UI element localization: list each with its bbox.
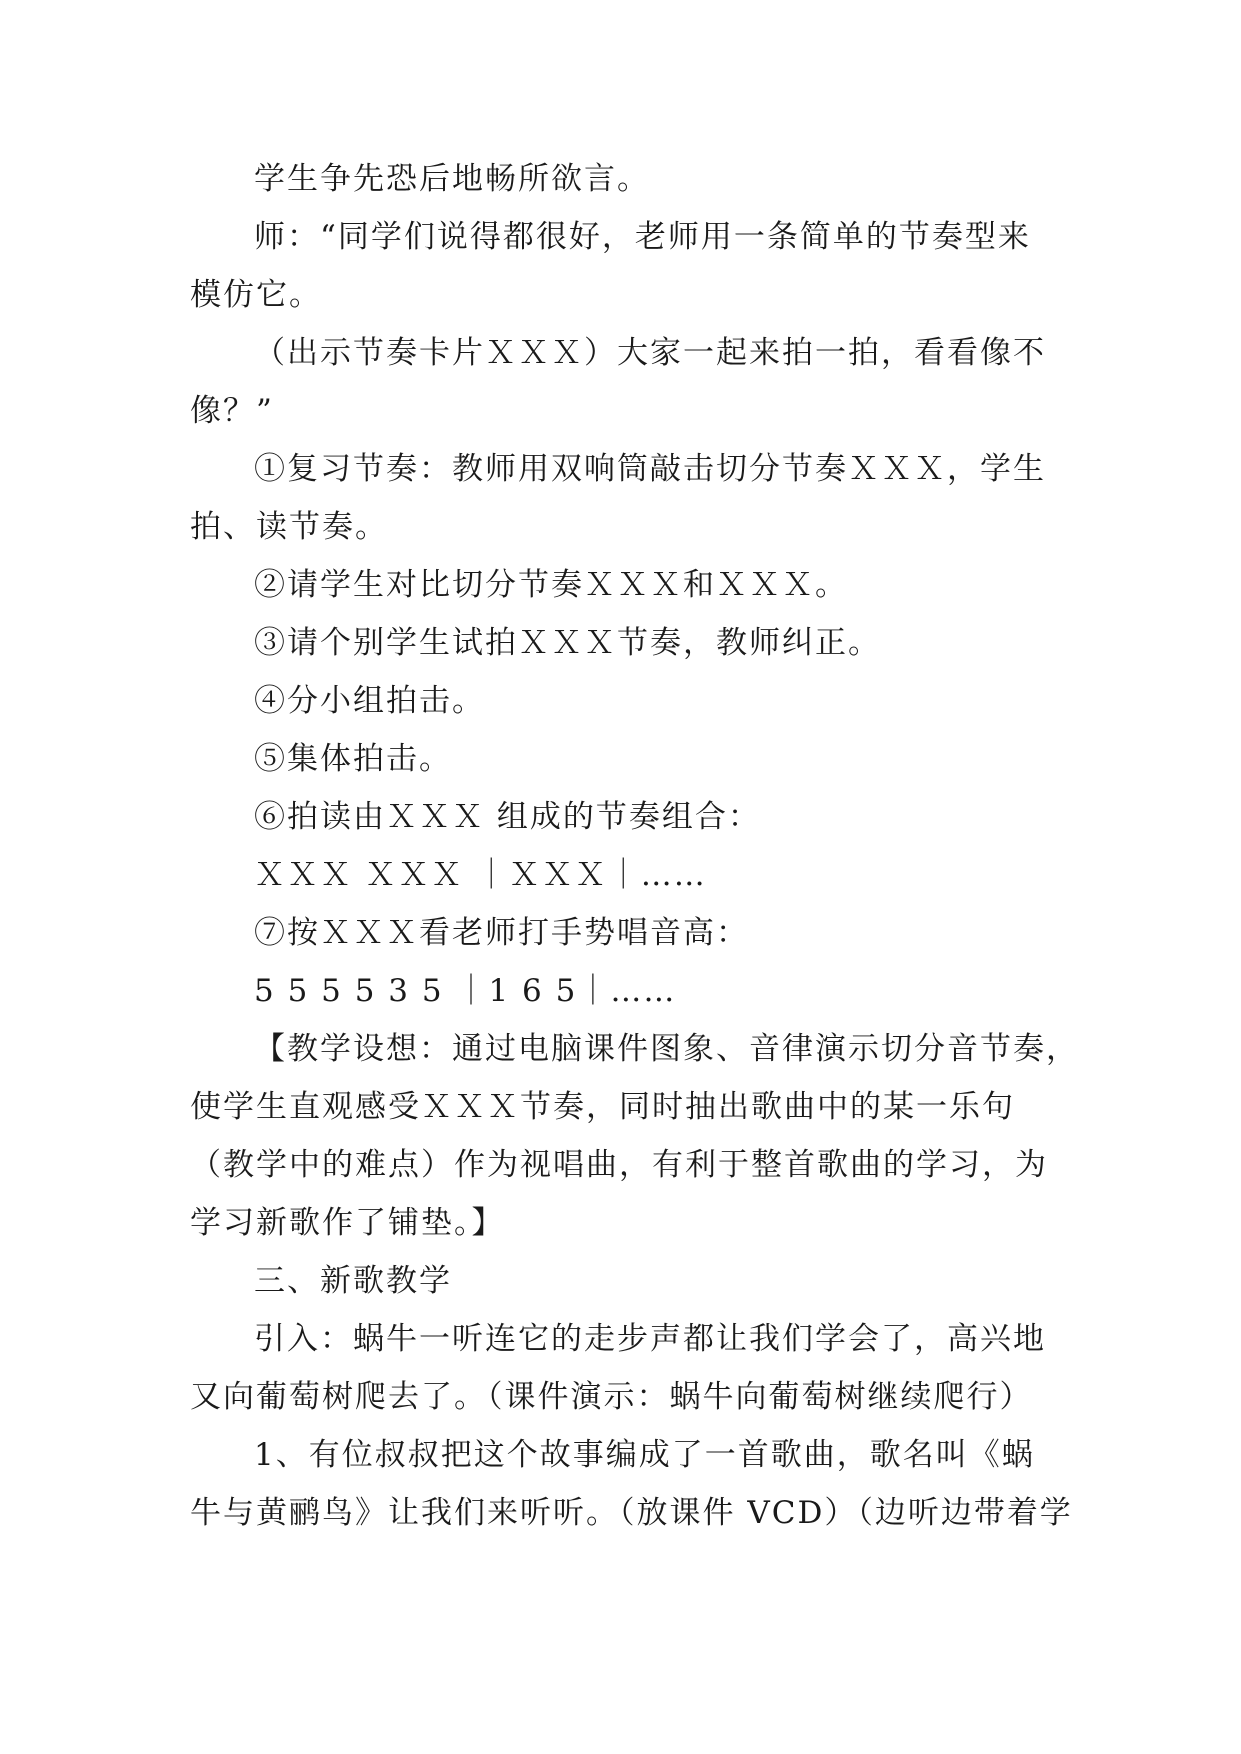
design-note-line: （教学中的难点）作为视唱曲，有利于整首歌曲的学习，为 [190, 1147, 1048, 1183]
paragraph-line: 模仿它。 [190, 277, 322, 313]
paragraph-line: 引入：蜗牛一听连它的走步声都让我们学会了，高兴地 [254, 1321, 1046, 1357]
paragraph-line: 学生争先恐后地畅所欲言。 [254, 161, 650, 197]
paragraph-line: ④分小组拍击。 [254, 683, 485, 719]
paragraph-line: ⑥拍读由ＸＸＸ 组成的节奏组合： [254, 799, 761, 835]
pitch-line: 5 5 5 5 3 5 ｜1 6 5｜…… [254, 973, 677, 1009]
paragraph-line: 牛与黄鹂鸟》让我们来听听。（放课件 VCD）（边听边带着学 [190, 1495, 1073, 1531]
paragraph-line: ⑦按ＸＸＸ看老师打手势唱音高： [254, 915, 749, 951]
paragraph-line: 拍、读节奏。 [190, 509, 388, 545]
design-note-line: 学习新歌作了铺垫。】 [190, 1205, 505, 1241]
paragraph-line: 1、有位叔叔把这个故事编成了一首歌曲，歌名叫《蜗 [254, 1437, 1035, 1473]
paragraph-line: 像？” [190, 393, 274, 429]
paragraph-line: 师：“同学们说得都很好，老师用一条简单的节奏型来 [254, 219, 1031, 255]
document-body [190, 150, 1079, 1542]
paragraph-line: ②请学生对比切分节奏ＸＸＸ和ＸＸＸ。 [254, 567, 848, 603]
paragraph-line: 又向葡萄树爬去了。（课件演示：蜗牛向葡萄树继续爬行） [190, 1379, 1033, 1415]
paragraph-line: ①复习节奏：教师用双响筒敲击切分节奏ＸＸＸ，学生 [254, 451, 1046, 487]
paragraph-line: ③请个别学生试拍ＸＸＸ节奏，教师纠正。 [254, 625, 881, 661]
paragraph-line: （出示节奏卡片ＸＸＸ）大家一起来拍一拍，看看像不 [254, 335, 1046, 371]
section-heading: 三、新歌教学 [254, 1263, 452, 1299]
design-note-line: 【教学设想：通过电脑课件图象、音律演示切分音节奏， [254, 1031, 1079, 1067]
rhythm-line: ＸＸＸ ＸＸＸ ｜ＸＸＸ｜…… [254, 857, 707, 893]
design-note-line: 使学生直观感受ＸＸＸ节奏，同时抽出歌曲中的某一乐句 [190, 1089, 1015, 1125]
paragraph-line: ⑤集体拍击。 [254, 741, 452, 777]
